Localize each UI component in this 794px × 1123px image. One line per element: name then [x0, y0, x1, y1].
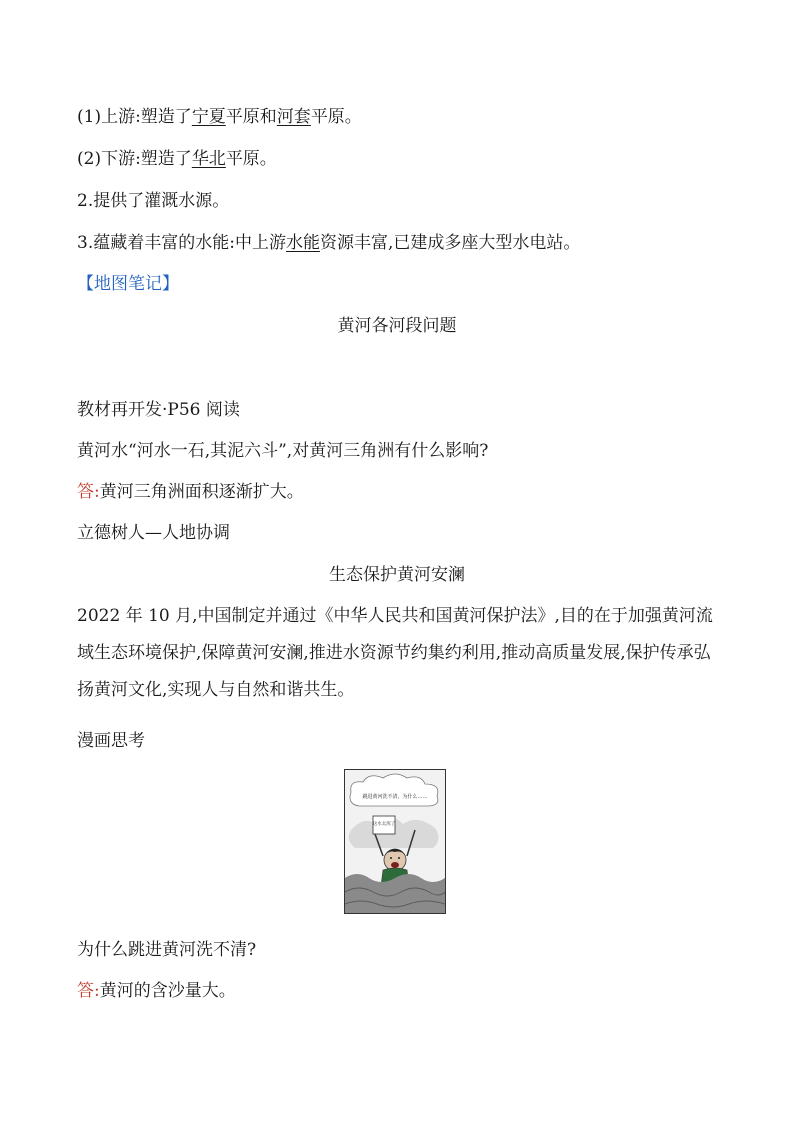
answer-label: 答: [77, 482, 100, 502]
upstream-line [77, 106, 362, 128]
hydropower-line [77, 232, 580, 254]
comic-image [344, 769, 446, 914]
downstream-suffix: 平原。 [225, 149, 277, 169]
upstream-suffix: 平原。 [310, 107, 362, 127]
textbook-heading: 教材再开发·P56 阅读 [77, 400, 240, 420]
comic-sign-text: 这水太浑了 [372, 822, 396, 827]
downstream-line [77, 148, 277, 170]
comic-bubble-text: 跳进黄河洗不清，为什么…… [362, 794, 428, 800]
downstream-prefix: (2)下游:塑造了 [77, 149, 192, 169]
answer-2-label: 答: [77, 981, 100, 1001]
section-heading: 立德树人—人地协调 [77, 523, 230, 543]
answer-1-text: 黄河三角洲面积逐渐扩大。 [99, 482, 304, 502]
comic-heading: 漫画思考 [77, 731, 145, 751]
answer-2 [77, 980, 236, 1002]
upstream-mid: 平原和 [225, 107, 277, 127]
comic-drawing [345, 770, 445, 913]
law-paragraph: 2022 年 10 月,中国制定并通过《中华人民共和国黄河保护法》,目的在于加强黄河流域生态环境保护,保障黄河安澜,推进水资源节约集约利用,推动高质量发展,保护传承弘扬黄河文化,实现人与自然和谐共生。 [77, 606, 713, 700]
map-title: 黄河各河段问题 [337, 316, 457, 336]
hydropower-suffix: 资源丰富,已建成多座大型水电站。 [319, 233, 581, 253]
answer-hetao: 河套 [276, 107, 311, 127]
section-title: 生态保护黄河安澜 [329, 565, 465, 585]
upstream-prefix: (1)上游:塑造了 [77, 107, 192, 127]
answer-1 [77, 481, 304, 503]
answer-2-text: 黄河的含沙量大。 [99, 981, 236, 1001]
answer-huabei: 华北 [191, 149, 226, 169]
map-note-heading: 【地图笔记】 [77, 274, 179, 294]
question-1: 黄河水“河水一石,其泥六斗”,对黄河三角洲有什么影响? [77, 441, 489, 461]
answer-ningxia: 宁夏 [191, 107, 226, 127]
question-2: 为什么跳进黄河洗不清? [77, 940, 257, 960]
irrigation-line: 2.提供了灌溉水源。 [77, 191, 230, 211]
answer-shuineng: 水能 [285, 233, 320, 253]
hydropower-prefix: 3.蕴藏着丰富的水能:中上游 [77, 233, 286, 253]
